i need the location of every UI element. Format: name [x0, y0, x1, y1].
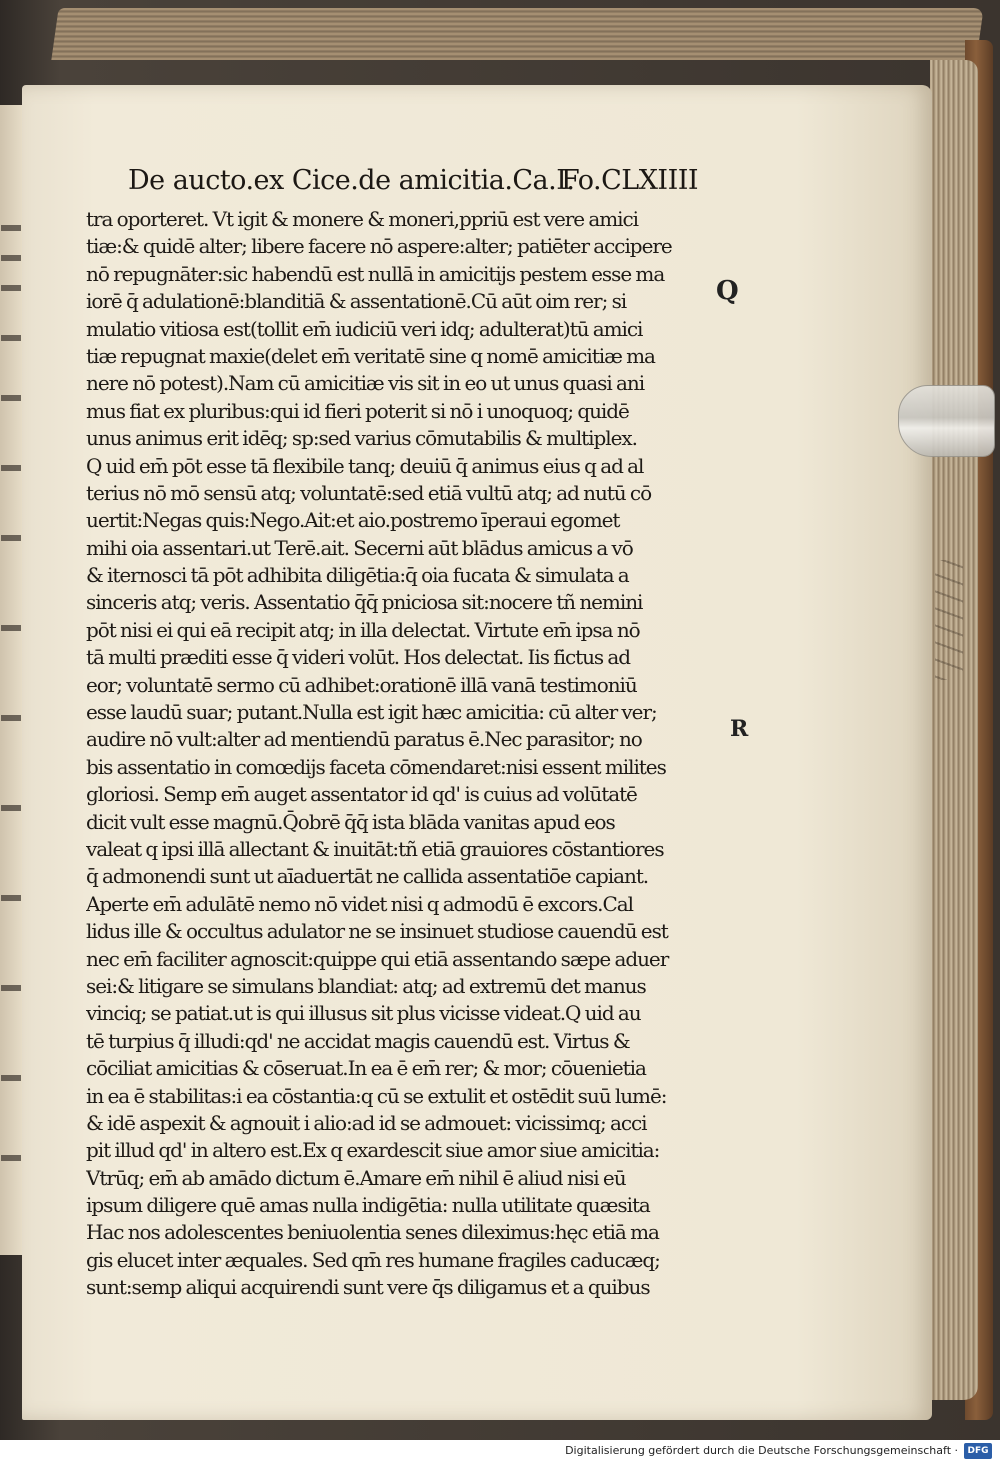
text-line: q̄ admonendi sunt ut aīaduertāt ne callida assentatiōe capiant.: [86, 864, 649, 889]
facing-text-fragment: [1, 1155, 21, 1161]
facing-text-fragment: [1, 285, 21, 291]
facing-text-fragment: [1, 1075, 21, 1081]
text-line: eor; voluntatē sermo cū adhibet:orationē illā vanā testimoniū: [86, 672, 637, 697]
digitization-footer: [0, 1440, 1000, 1463]
facing-text-fragment: [1, 395, 21, 401]
text-line: uertit:Negas quis:Nego.Ait:et aio.postremo īperaui egomet: [86, 508, 620, 533]
text-line: terius nō mō sensū atq; voluntatē:sed etiā vultū atq; ad nutū cō: [86, 480, 652, 505]
facing-page-fragment: [0, 105, 22, 1255]
facing-text-fragment: [1, 805, 21, 811]
text-line: tiæ repugnat maxie(delet em̄ veritatē sine q nomē amicitiæ ma: [86, 343, 655, 368]
text-line: iorē q̄ adulationē:blanditiā & assentationē.Cū aūt oim rer; si: [86, 289, 627, 314]
facing-text-fragment: [1, 625, 21, 631]
facing-text-fragment: [1, 715, 21, 721]
facing-text-fragment: [1, 535, 21, 541]
text-line: pōt nisi ei qui eā recipit atq; in illa delectat. Virtute em̄ ipsa nō: [86, 617, 640, 642]
text-line: lidus ille & occultus adulator ne se insinuet studiose cauendū est: [86, 919, 668, 944]
text-line: Hac nos adolescentes beniuolentia senes dileximus:hęc etiā ma: [86, 1220, 659, 1245]
text-line: audire nō vult:alter ad mentiendū paratus ē.Nec parasitor; no: [86, 727, 642, 752]
text-line: sei:& litigare se simulans blandiat: atq; ad extremū det manus: [86, 973, 646, 998]
facing-text-fragment: [1, 985, 21, 991]
facing-text-fragment: [1, 255, 21, 261]
facing-text-fragment: [1, 465, 21, 471]
text-line: tra oporteret. Vt igit & monere & moneri,ppriū est vere amici: [86, 207, 639, 231]
dfg-logo-icon: DFG: [964, 1443, 992, 1459]
running-header: [128, 165, 699, 205]
facing-text-fragment: [1, 225, 21, 231]
marginal-letter-r: R: [730, 716, 749, 742]
paper-clip: [898, 385, 995, 457]
text-line: nere nō potest).Nam cū amicitiæ vis sit in eo ut unus quasi ani: [86, 371, 645, 396]
text-line: vinciq; se patiat.ut is qui illusus sit plus vicisse videat.Q uid au: [86, 1001, 641, 1026]
text-line: mus fiat ex pluribus:qui id fieri poterit si nō i unoquoq; quidē: [86, 398, 629, 423]
text-line: & iternosci tā pōt adhibita diligētia:q̄ oia fucata & simulata a: [86, 563, 629, 588]
main-text-block: [86, 206, 696, 1302]
text-line: tē turpius q̄ illudi:qd' ne accidat magis cauendū est. Virtus &: [86, 1028, 630, 1053]
text-line: cōciliat amicitias & cōseruat.In ea ē em̄ rer; & mor; cōuenietia: [86, 1056, 646, 1081]
text-line: in ea ē stabilitas:i ea cōstantia:q cū se extulit et ostēdit suū lumē:: [86, 1083, 667, 1108]
text-line: valeat q ipsi illā allectant & inuitāt:tñ etiā grauiores cōstantiores: [86, 836, 664, 861]
running-title: De aucto.ex Cice.de amicitia.Ca.I.: [128, 165, 575, 196]
book-fore-edge: [930, 60, 978, 1400]
folio-number: Fo.CLXIIII: [561, 165, 699, 196]
text-line: & idē aspexit & agnouit i alio:ad id se admouet: vicissimq; acci: [86, 1110, 647, 1135]
text-line: Aperte em̄ adulātē nemo nō videt nisi q admodū ē excors.Cal: [86, 891, 633, 916]
text-line: gis elucet inter æquales. Sed qm̄ res humane fragiles caducæq;: [86, 1247, 660, 1272]
text-line: sinceris atq; veris. Assentatio q̄q̄ pniciosa sit:nocere tñ nemini: [86, 590, 643, 615]
text-line: mulatio vitiosa est(tollit em̄ iudiciū veri idq; adulterat)tū amici: [86, 316, 643, 341]
marginal-letter-q: Q: [716, 276, 739, 306]
text-line: nec em̄ faciliter agnoscit:quippe qui etiā assentando sæpe aduer: [86, 946, 669, 971]
text-line: mihi oia assentari.ut Terē.ait. Secerni aūt blādus amicus a vō: [86, 535, 633, 560]
text-line: tiæ:& quidē alter; libere facere nō aspere:alter; patiēter accipere: [86, 234, 672, 259]
text-line: ipsum diligere quē amas nulla indigētia: nulla utilitate quæsita: [86, 1193, 650, 1218]
text-line: bis assentatio in comœdijs faceta cōmendaret:nisi essent milites: [86, 754, 666, 779]
facing-text-fragment: [1, 335, 21, 341]
text-line: Vtrūq; em̄ ab amādo dictum ē.Amare em̄ nihil ē aliud nisi eū: [86, 1165, 626, 1190]
facing-text-fragment: [1, 895, 21, 901]
text-line: nō repugnāter:sic habendū est nullā in amicitijs pestem esse ma: [86, 261, 665, 286]
text-line: unus animus erit idēq; sp:sed varius cōmutabilis & multiplex.: [86, 426, 637, 451]
text-line: tā multi præditi esse q̄ videri volūt. Hos delectat. Iis fictus ad: [86, 645, 631, 670]
text-line: dicit vult esse magnū.Q̄obrē q̄q̄ ista blāda vanitas apud eos: [86, 809, 615, 834]
text-line: Q uid em̄ pōt esse tā flexibile tanq; deuiū q̄ animus eius q ad al: [86, 453, 644, 478]
margin-bleed-through: [935, 560, 963, 680]
footer-credit: Digitalisierung gefördert durch die Deutsche Forschungsgemeinschaft ·: [565, 1444, 958, 1457]
text-line: sunt:semp aliqui acquirendi sunt vere q̄s diligamus et a quibus: [86, 1275, 650, 1300]
book-top-edge: [51, 8, 983, 60]
text-line: esse laudū suar; putant.Nulla est igit hæc amicitia: cū alter ver;: [86, 700, 657, 725]
text-line: pit illud qd' in altero est.Ex q exardescit siue amor siue amicitia:: [86, 1138, 660, 1163]
text-line: gloriosi. Semp em̄ auget assentator id qd' is cuius ad volūtatē: [86, 782, 637, 807]
